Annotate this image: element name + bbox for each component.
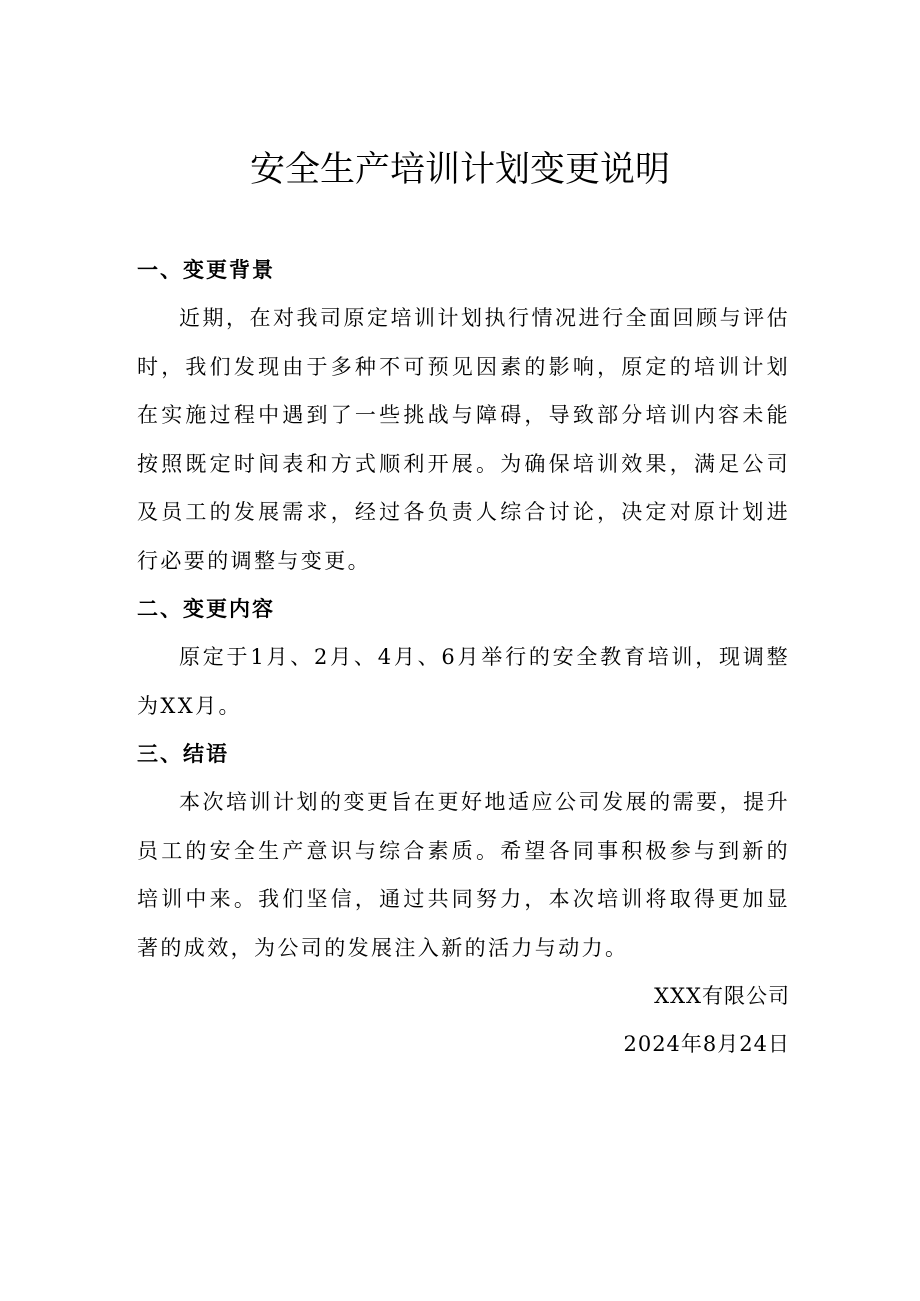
section-background [137, 246, 790, 585]
section-heading: 二、变更内容 [137, 596, 275, 621]
section-heading: 一、变更背景 [137, 257, 275, 282]
document-body [137, 246, 790, 1068]
section-paragraph: 近期，在对我司原定培训计划执行情况进行全面回顾与评估时，我们发现由于多种不可预见因素的影响，原定的培训计划在实施过程中遇到了一些挑战与障碍，导致部分培训内容未能按照既定时间表和方式顺利开展。为确保培训效果，满足公司及员工的发展需求，经过各负责人综合讨论，决定对原计划进行必要的调整与变更。 [137, 306, 790, 573]
signature-date: 2024年8月24日 [623, 1032, 790, 1056]
signature-block [137, 972, 790, 1068]
section-heading: 三、结语 [137, 741, 229, 766]
section-change-content [137, 585, 790, 730]
document-title: 安全生产培训计划变更说明 [249, 150, 670, 190]
section-paragraph: 原定于1月、2月、4月、6月举行的安全教育培训，现调整为XX月。 [137, 645, 790, 718]
signature-company: XXX有限公司 [654, 984, 790, 1008]
section-conclusion [137, 730, 790, 972]
section-paragraph: 本次培训计划的变更旨在更好地适应公司发展的需要，提升员工的安全生产意识与综合素质。希望各同事积极参与到新的培训中来。我们坚信，通过共同努力，本次培训将取得更加显著的成效，为公司的发展注入新的活力与动力。 [137, 790, 790, 960]
